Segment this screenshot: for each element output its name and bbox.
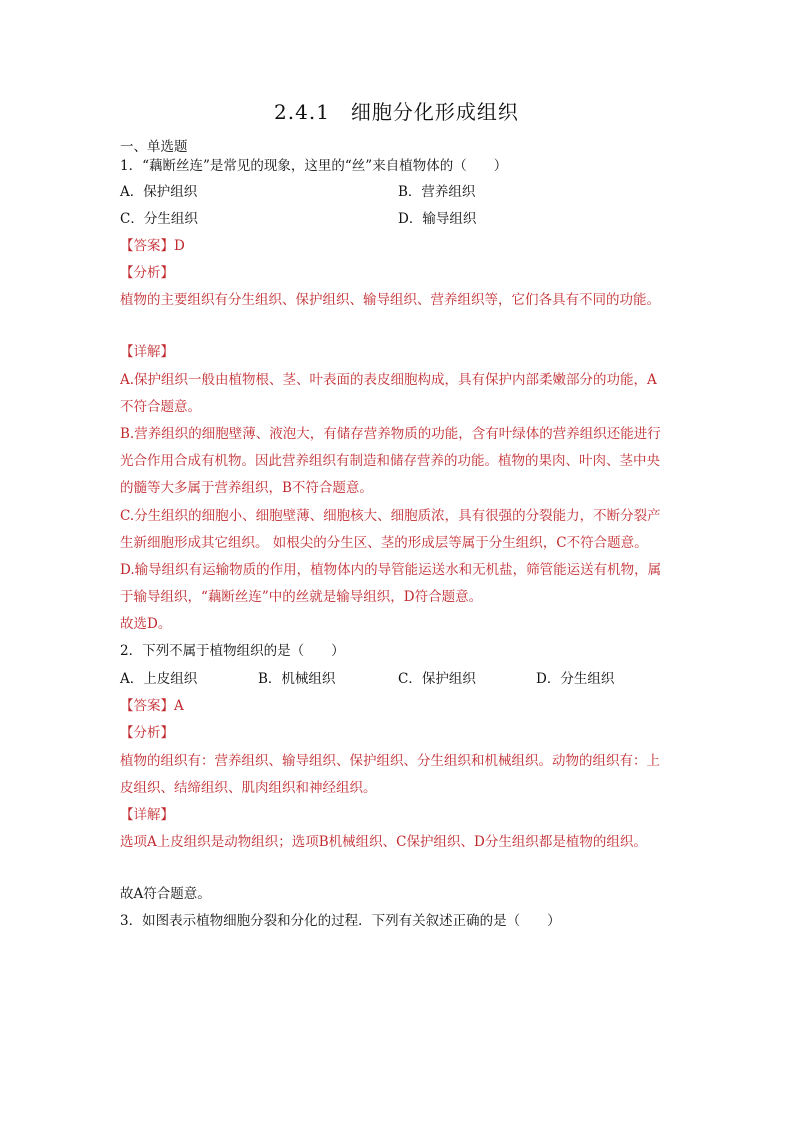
q1-analysis-label: 【分析】	[120, 265, 174, 281]
q2-option-b: B．机械组织	[258, 671, 336, 687]
q2-detail: 选项A上皮组织是动物组织；选项B机械组织、C保护组织、D分生组织都是植物的组织。	[120, 834, 647, 850]
q1-detail-b-2: 光合作用合成有机物。因此营养组织有制造和储存营养的功能。植物的果肉、叶肉、茎中央	[120, 453, 660, 469]
q1-analysis: 植物的主要组织有分生组织、保护组织、输导组织、营养组织等，它们各具有不同的功能。	[120, 292, 660, 308]
q2-option-d: D．分生组织	[536, 671, 615, 687]
page-title: 2.4.1 细胞分化形成组织	[274, 100, 519, 124]
q3-stem: 3．如图表示植物细胞分裂和分化的过程．下列有关叙述正确的是（ ）	[120, 913, 561, 929]
q1-detail-a-1: A.保护组织一般由植物根、茎、叶表面的表皮细胞构成，具有保护内部柔嫩部分的功能，A	[120, 372, 657, 388]
q1-option-c: C．分生组织	[120, 211, 198, 227]
q2-analysis-1: 植物的组织有：营养组织、输导组织、保护组织、分生组织和机械组织。动物的组织有：上	[120, 753, 660, 769]
q1-detail-c-2: 生新细胞形成其它组织。 如根尖的分生区、茎的形成层等属于分生组织，C不符合题意。	[120, 535, 648, 551]
q1-detail-c-1: C.分生组织的细胞小、细胞壁薄、细胞核大、细胞质浓，具有很强的分裂能力，不断分裂产	[120, 508, 661, 524]
q1-detail-b-1: B.营养组织的细胞壁薄、液泡大，有储存营养物质的功能，含有叶绿体的营养组织还能进行	[120, 426, 661, 442]
q2-analysis-2: 皮组织、结缔组织、肌肉组织和神经组织。	[120, 780, 377, 796]
q2-answer: 【答案】A	[120, 698, 184, 714]
q1-detail-d-2: 于输导组织，“藕断丝连”中的丝就是输导组织，D符合题意。	[120, 589, 483, 605]
q1-detail-d-1: D.输导组织有运输物质的作用，植物体内的导管能运送水和无机盐，筛管能运送有机物，属	[120, 562, 662, 578]
q1-detail-b-3: 的髓等大多属于营养组织，B不符合题意。	[120, 480, 373, 496]
section-heading: 一、单选题	[120, 139, 188, 155]
q2-stem: 2．下列不属于植物组织的是（ ）	[120, 643, 345, 659]
q1-detail-a-2: 不符合题意。	[120, 399, 201, 415]
q2-conclusion: 故A符合题意。	[120, 886, 211, 902]
q1-option-b: B．营养组织	[398, 184, 476, 200]
q1-answer: 【答案】D	[120, 238, 185, 254]
q1-stem: 1．“藕断丝连”是常见的现象，这里的“丝”来自植物体的（ ）	[120, 158, 508, 174]
q2-option-c: C．保护组织	[398, 671, 476, 687]
q2-detail-label: 【详解】	[120, 807, 174, 823]
q2-option-a: A．上皮组织	[120, 671, 198, 687]
q1-detail-label: 【详解】	[120, 344, 174, 360]
q1-conclusion: 故选D。	[120, 616, 172, 632]
q1-option-a: A．保护组织	[120, 184, 198, 200]
q2-analysis-label: 【分析】	[120, 725, 174, 741]
q1-option-d: D．输导组织	[398, 211, 477, 227]
